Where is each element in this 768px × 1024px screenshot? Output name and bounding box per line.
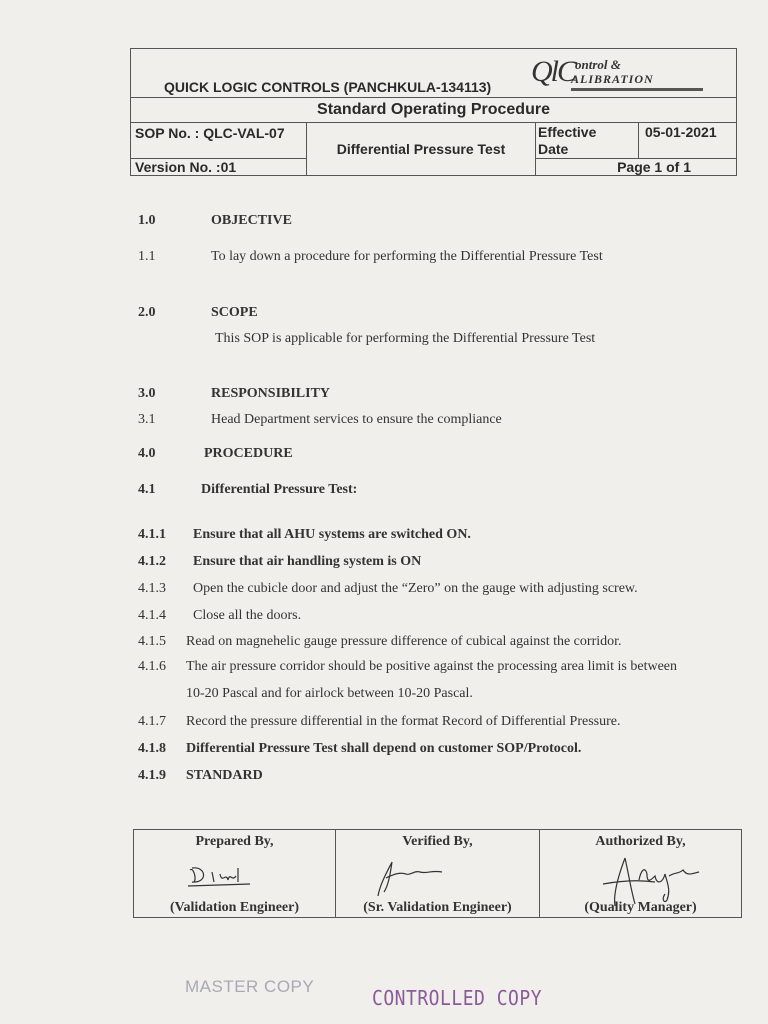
header-company-row (131, 49, 736, 98)
item-number: 3.1 (138, 412, 156, 427)
verified-by-label: Verified By, (402, 834, 473, 849)
header-doc-type-row (131, 97, 736, 123)
section-number: 4.0 (138, 446, 156, 461)
item-text: To lay down a procedure for performing the Differential Pressure Test (211, 249, 603, 264)
step-text: Open the cubicle door and adjust the “Zero” on the gauge with adjusting screw. (193, 581, 638, 596)
prepared-by-signature (184, 862, 254, 890)
item-text: Head Department services to ensure the compliance (211, 412, 502, 427)
sop-title: Differential Pressure Test (307, 122, 536, 176)
prepared-by-cell (134, 830, 336, 917)
sop-header-table (130, 48, 737, 176)
step-number: 4.1.5 (138, 634, 166, 649)
section-number: 2.0 (138, 305, 156, 320)
effective-label-line-1: Effective (538, 124, 597, 140)
controlled-copy-stamp: CONTROLLED COPY (372, 986, 543, 1011)
step-text: Differential Pressure Test shall depend on customer SOP/Protocol. (186, 741, 582, 756)
authorized-by-cell (540, 830, 741, 917)
step-text: Close all the doors. (193, 608, 302, 623)
section-number: 1.0 (138, 213, 156, 228)
logo-line-1: ontrol & (575, 57, 621, 72)
section-heading: RESPONSIBILITY (211, 386, 331, 401)
item-number: 1.1 (138, 249, 156, 264)
step-number: 4.1.1 (138, 527, 166, 542)
prepared-by-label: Prepared By, (195, 834, 274, 849)
step-number: 4.1.2 (138, 554, 166, 569)
subsection-number: 4.1 (138, 482, 156, 497)
section-heading: OBJECTIVE (211, 213, 292, 228)
step-text: Record the pressure differential in the format Record of Differential Pressure. (186, 714, 621, 729)
prepared-by-role: (Validation Engineer) (170, 900, 299, 915)
signature-table (133, 829, 742, 918)
section-heading: SCOPE (211, 305, 258, 320)
step-text: The air pressure corridor should be positive against the processing area limit is between (186, 659, 678, 674)
sop-number: SOP No. : QLC-VAL-07 (131, 122, 307, 158)
step-number: 4.1.8 (138, 741, 166, 756)
effective-date-label (536, 122, 639, 158)
step-text: Ensure that air handling system is ON (193, 554, 422, 569)
verified-by-cell (336, 830, 540, 917)
logo-monogram: QlC (531, 55, 576, 88)
doc-type-title: Standard Operating Procedure (317, 101, 550, 118)
section-heading: PROCEDURE (204, 446, 293, 461)
section-number: 3.0 (138, 386, 156, 401)
step-number: 4.1.7 (138, 714, 166, 729)
master-copy-stamp: MASTER COPY (185, 977, 315, 996)
step-number: 4.1.4 (138, 608, 166, 623)
effective-date-value: 05-01-2021 (645, 124, 717, 140)
step-text: Ensure that all AHU systems are switched ON. (193, 527, 471, 542)
step-text: Read on magnehelic gauge pressure difference of cubical against the corridor. (186, 634, 622, 649)
verified-by-signature (370, 856, 450, 900)
logo-line-2: ALIBRATION (571, 72, 654, 86)
subsection-heading: Differential Pressure Test: (201, 482, 358, 497)
page-number: Page 1 of 1 (536, 158, 736, 176)
authorized-by-label: Authorized By, (595, 834, 686, 849)
verified-by-role: (Sr. Validation Engineer) (363, 900, 512, 915)
logo-underline (571, 88, 703, 91)
authorized-by-role: (Quality Manager) (584, 900, 697, 915)
company-name: QUICK LOGIC CONTROLS (PANCHKULA-134113) (164, 79, 492, 95)
step-number: 4.1.3 (138, 581, 166, 596)
version-number: Version No. :01 (131, 158, 307, 176)
step-number: 4.1.6 (138, 659, 166, 674)
step-number: 4.1.9 (138, 768, 166, 783)
company-logo (531, 53, 731, 93)
effective-label-line-2: Date (538, 141, 569, 157)
item-text: This SOP is applicable for performing the Differential Pressure Test (215, 331, 596, 346)
step-text: STANDARD (186, 768, 263, 783)
step-text-continued: 10-20 Pascal and for airlock between 10-20 Pascal. (186, 686, 473, 701)
